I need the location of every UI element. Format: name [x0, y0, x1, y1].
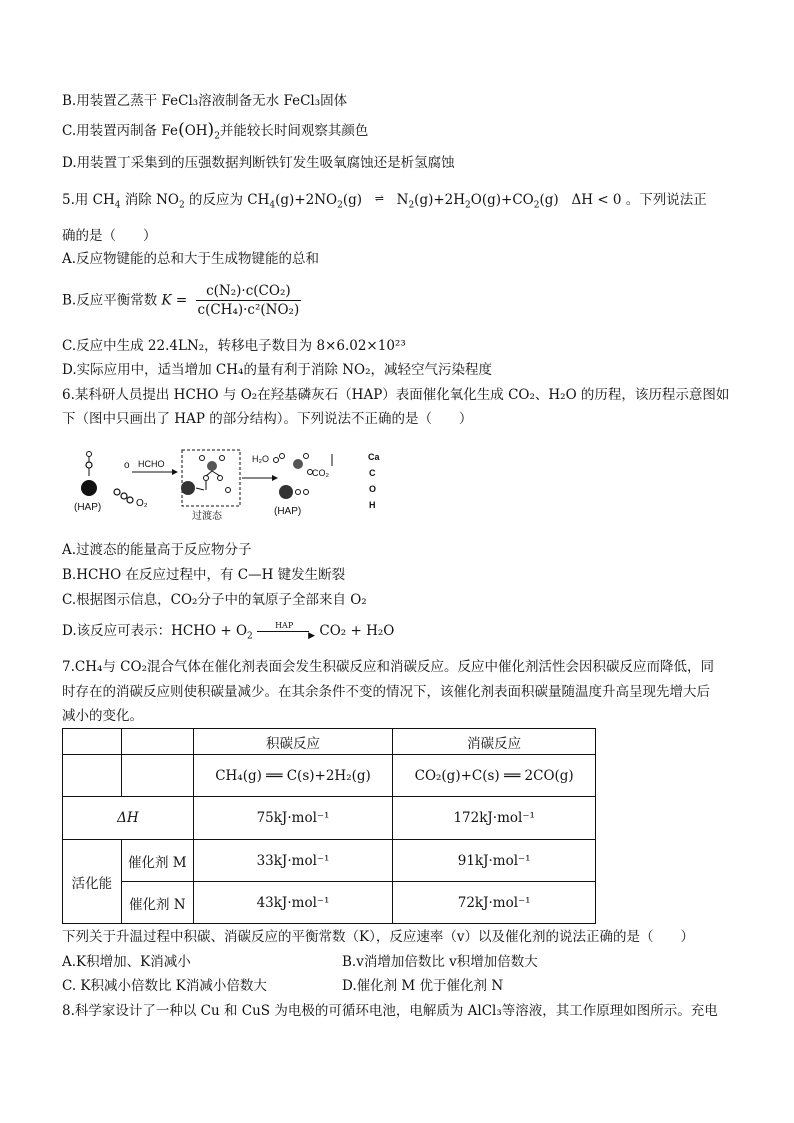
q7-option-c: C. K积减小倍数比 K消减小倍数大 [62, 978, 267, 994]
q7-stem-1: 7.CH₄与 CO₂混合气体在催化剂表面会发生积碳反应和消碳反应。反应中催化剂活性会因积碳反应而降低，同 [62, 659, 714, 675]
activation-energy-label: 活化能 [63, 840, 122, 924]
equation-carbon-elimination: CO₂(g)+C(s) ══ 2CO(g) [393, 755, 596, 797]
hcho-arrow [124, 459, 178, 475]
svg-text:o: o [124, 460, 130, 471]
header-carbon-elimination: 消碳反应 [393, 729, 596, 755]
reaction-data-table [62, 728, 596, 924]
q5-stem-cont: 确的是（ ） [62, 228, 157, 244]
equation-carbon-deposition: CH₄(g) ══ C(s)+2H₂(g) [193, 755, 393, 797]
q5-option-a: A.反应物键能的总和大于生成物键能的总和 [62, 251, 320, 267]
q6-option-b: B.HCHO 在反应过程中，有 C—H 键发生断裂 [62, 567, 346, 583]
equilibrium-constant-fraction: $\frac{\text{c(N₂)·c(CO₂)}}{\text{c(CH₄)·c²(NO₂)}}$ [197, 283, 300, 318]
svg-text:Ca: Ca [368, 452, 380, 462]
q5-option-b: B.反应平衡常数 K = $\frac{\text{c(N₂)·c(CO₂)}}{\text{c(CH₄)·c²(NO₂)}}$ [62, 283, 300, 318]
q6-option-a: A.过渡态的能量高于反应物分子 [62, 542, 252, 558]
q4-option-c: C.用装置丙制备 $Fe(OH)_2$并能较长时间观察其颜色 [62, 120, 369, 142]
q7-stem-2: 时存在的消碳反应则使积碳量减少。在其余条件不变的情况下，该催化剂表面积碳量随温度升高呈现先增大后 [62, 684, 710, 700]
atom-legend [332, 452, 380, 510]
q6-stem-1: 6.某科研人员提出 HCHO 与 O₂在羟基磷灰石（HAP）表面催化氧化生成 CO₂、H₂O 的历程，该历程示意图如 [62, 387, 730, 403]
q6-stem-2: 下（图中只画出了 HAP 的部分结构）。下列说法不正确的是（ ） [62, 411, 473, 427]
q7-option-b: B.v消增加倍数比 v积增加倍数大 [342, 954, 538, 970]
catalyst-m-label: 催化剂 M [121, 840, 193, 882]
q6-option-c: C.根据图示信息，CO₂分子中的氧原子全部来自 O₂ [62, 592, 367, 608]
hap-surface-1 [74, 452, 101, 514]
catalyst-m-elimination: 91kJ·mol⁻¹ [393, 840, 596, 882]
q5-option-c: C.反应中生成 22.4LN₂，转移电子数目为 8×6.02×10²³ [62, 338, 406, 354]
q4-option-b: B.用装置乙蒸干 FeCl₃溶液制备无水 FeCl₃固体 [62, 93, 348, 109]
catalyst-n-deposition: 43kJ·mol⁻¹ [193, 882, 393, 924]
enthalpy-label: ΔH [63, 797, 194, 840]
q5-option-d: D.实际应用中，适当增加 CH₄的量有利于消除 NO₂，减轻空气污染程度 [62, 362, 493, 378]
reaction-arrow-icon: HAP ▶ [257, 623, 315, 637]
catalyst-m-deposition: 33kJ·mol⁻¹ [193, 840, 393, 882]
reaction-pathway-diagram [62, 446, 392, 524]
svg-text:H: H [369, 500, 376, 510]
catalyst-n-label: 催化剂 N [121, 882, 193, 924]
transition-state [181, 450, 240, 522]
svg-text:H₂O: H₂O [252, 454, 269, 464]
q8-stem-1: 8.科学家设计了一种以 Cu 和 CuS 为电极的可循环电池，电解质为 AlCl₃等溶液，其工作原理如图所示。充电 [62, 1003, 718, 1019]
oxygen-molecule [114, 489, 148, 509]
svg-text:HCHO: HCHO [138, 459, 165, 469]
svg-text:C: C [369, 468, 376, 478]
enthalpy-carbon-elimination: 172kJ·mol⁻¹ [393, 797, 596, 840]
q7-question: 下列关于升温过程中积碳、消碳反应的平衡常数（K），反应速率（v）以及催化剂的说法正确的是（ ） [62, 929, 694, 945]
svg-text:O₂: O₂ [136, 498, 148, 509]
q7-option-d: D.催化剂 M 优于催化剂 N [342, 978, 504, 994]
q4-option-d: D.用装置丁采集到的压强数据判断铁钉发生吸氧腐蚀还是析氢腐蚀 [62, 155, 455, 171]
catalyst-n-elimination: 72kJ·mol⁻¹ [393, 882, 596, 924]
header-carbon-deposition: 积碳反应 [193, 729, 393, 755]
svg-text:O: O [369, 484, 377, 494]
q7-stem-3: 减小的变化。 [62, 708, 143, 724]
svg-text:(HAP): (HAP) [274, 506, 302, 517]
svg-text:过渡态: 过渡态 [192, 511, 222, 522]
svg-text:(HAP): (HAP) [74, 502, 102, 513]
svg-text:CO₂: CO₂ [312, 468, 329, 478]
q7-option-a: A.K积增加、K消减小 [62, 954, 191, 970]
enthalpy-carbon-deposition: 75kJ·mol⁻¹ [193, 797, 393, 840]
q6-option-d: D.该反应可表示：HCHO + $O_2$ HAP ▶ CO₂ + H₂O [62, 621, 395, 642]
reversible-arrow-icon: ⇌ [374, 192, 384, 205]
products [252, 454, 330, 518]
q5-stem: 5.用 $CH_4$ 消除 $NO_2$ 的反应为 $CH_4(g)+2NO_2(g)$ ⇌ $N_2(g)+2H_2O(g)+CO_2(g)$ ΔH < 0 。下列说法正 [62, 192, 707, 211]
